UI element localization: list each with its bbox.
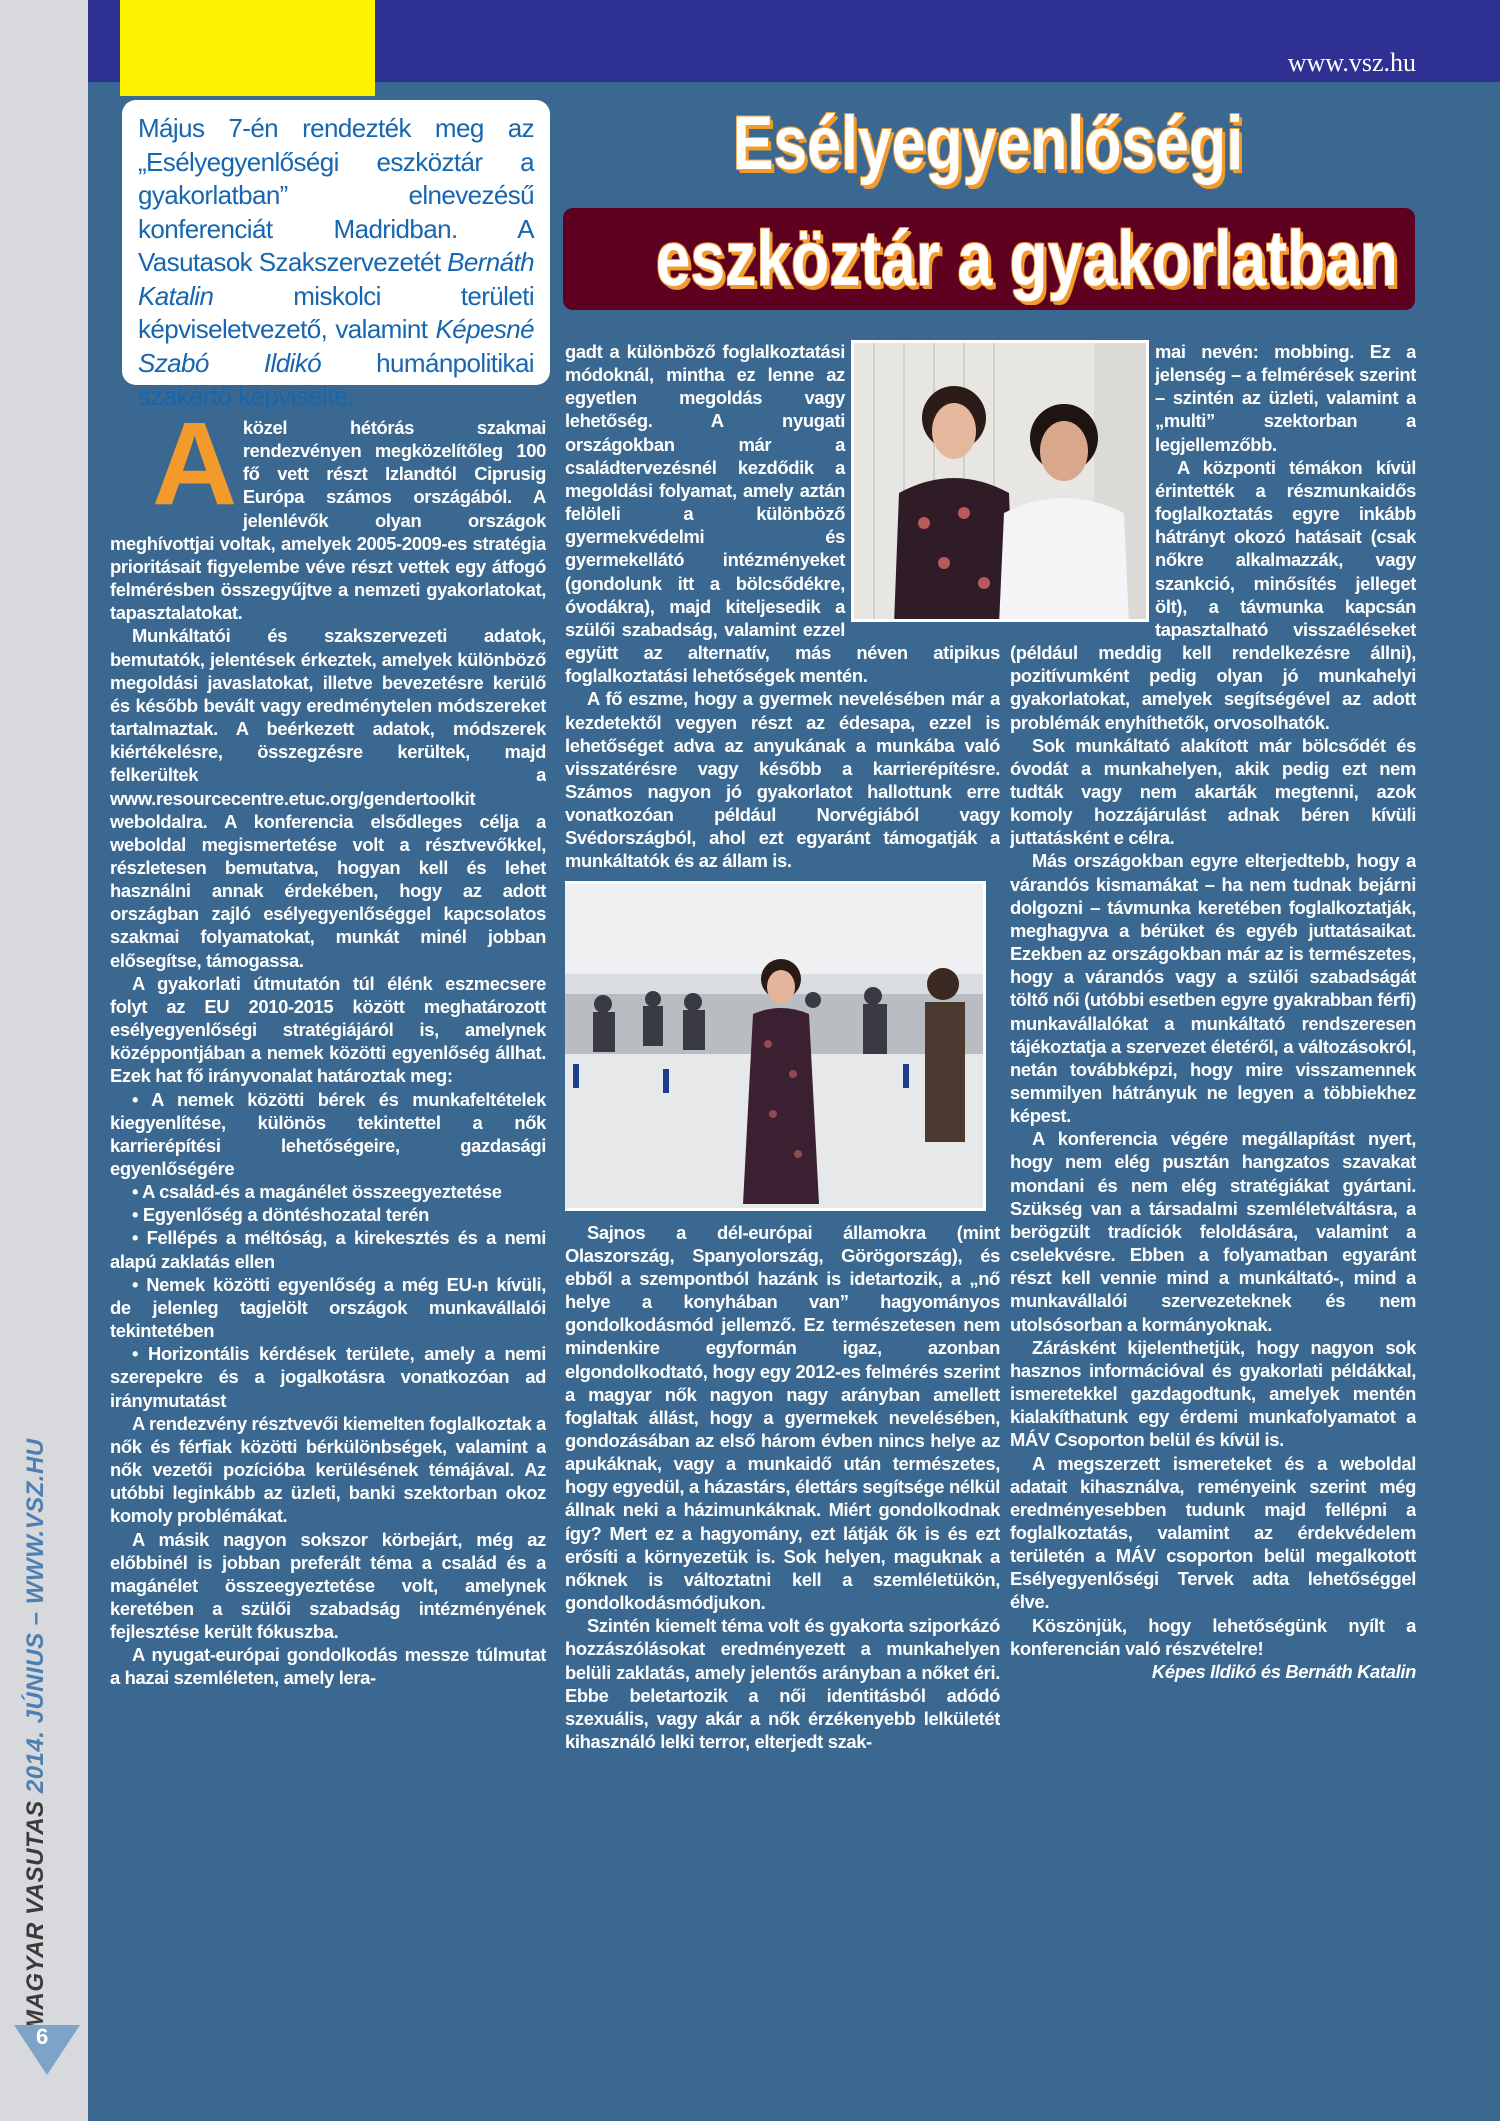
title-line-2 bbox=[563, 208, 1415, 308]
paragraph: Sok munkáltató alakított már bölcsődét és óvodát a munkahelyen, akik pedig ezt nem tudták vagy nem akarták megtenni, azok komoly hozzájárulást adnak béren kívüli juttatásként e célra. bbox=[1010, 734, 1416, 849]
lead-name: Bernáth Katalin bbox=[138, 247, 534, 311]
side-running-title bbox=[22, 1438, 50, 2030]
lead-box bbox=[122, 100, 550, 411]
bullet-item: • Horizontális kérdések területe, amely a nemi szerepekre és a jogalkotásra vonatkozóan ad iránymutatást bbox=[110, 1343, 546, 1411]
paragraph: A gyakorlati útmutatón túl élénk eszmecsere folyt az EU 2010-2015 között meghatározott esélyegyenlőségi stratégiájáról is, amelynek középpontjában a nemek közötti egyenlőség állhat. Ezek hat fő irányvonalat határoztak meg: bbox=[110, 972, 546, 1087]
paragraph: A másik nagyon sokszor körbejárt, még az előbbinél is jobban preferált téma a család és a magánélet összeegyeztetése volt, amelynek keretében a szülői szabadság intézményének fejlesztése került fókuszba. bbox=[110, 1528, 546, 1643]
bullet-item: • Egyenlőség a döntéshozatal terén bbox=[132, 1204, 430, 1226]
issue-info: 2014. JÚNIUS – WWW.VSZ.HU bbox=[22, 1438, 49, 1794]
header-url: www.vsz.hu bbox=[1287, 48, 1416, 77]
paragraph: A központi témákon kívül érintették a részmunkaidős foglalkoztatás egyre inkább hátrányt okozó hatásait (csak nőkre alkalmazzák, vagy szankció, minősítés jelleget ölt), a távmunka kapcsán tapasztalható visszaéléseket (például meddig kell rendelkezésre állni), pozitívumként pedig olyan jó munkahelyi gyakorlatokat, amelyek segítségével az adott problémák enyhíthetők, orvosolhatók. bbox=[1010, 456, 1416, 733]
paragraph: Köszönjük, hogy lehetőségünk nyílt a konferencián való részvételre! bbox=[1010, 1614, 1416, 1659]
column-1 bbox=[110, 416, 546, 2116]
magazine-name: MAGYAR VASUTAS bbox=[22, 1800, 49, 2030]
lead-name: Képesné Szabó Ildikó bbox=[138, 314, 534, 378]
lead-text: miskolci területi képviseletvezető, valamint bbox=[138, 280, 534, 344]
author-signature: Képes Ildikó és Bernáth Katalin bbox=[1151, 1660, 1416, 1682]
lead-text: Május 7-én rendezték meg az „Esélyegyenlőségi eszköztár a gyakorlatban” elnevezésű konferenciát Madridban. A Vasutasok Szakszervezetét bbox=[138, 113, 534, 277]
column-3 bbox=[1010, 340, 1416, 2116]
paragraph: A fő eszme, hogy a gyermek nevelésében már a kezdetektől vegyen részt az édesapa, ezzel is lehetőséget adva az anyukának a munkába való visszatérésre vagy később a karrierépítésre. Számos nagyon jó gyakorlatot hallottunk erre vonatkozóan például Norvégiából vagy Svédországból, ahol ezt egyaránt támogatják a munkáltatók és az állam is. bbox=[565, 688, 1000, 872]
paragraph: Sajnos a dél-európai államokra (mint Olaszország, Spanyolország, Görögország), és ebből a szempontból hazánk is idetartozik, a „nő helye a konyhában van” hagyományos gondolkodásmód jellemző. Ez természetesen nem mindenkire egyformán igaz, azonban elgondolkodtató, hogy egy 2012-es felmérés szerint a magyar nők nagyon nagy arányban amellett foglaltak állást, hogy a gyermekek nevelésében, gondozásában az első három évben nincs helye az apukáknak, vagy a munkaidő után természetes, hogy egyedül, a házastárs, élettárs segítsége nélkül állnak neki a házimunkáknak. Miért gondolkodnak így? Mert ez a hagyomány, ezt látják ők is és ezt erősíti a környezetük is. Sok helyen, maguknak a nőknek is változtatni kell a szemléletükön, gondolkodásmódjukon. bbox=[565, 1221, 1000, 1614]
paragraph: A nyugat-európai gondolkodás messze túlmutat a hazai szemléleten, amely lera- bbox=[110, 1644, 546, 1689]
drop-cap: A bbox=[152, 416, 237, 530]
paragraph: közel hétórás szakmai rendezvényen megközelítőleg 100 fő vett részt Izlandtól Ciprusig Európa számos országából. A jelenlévők olyan országok meghívottjai voltak, amelyek 2005-2009-es stratégia prioritásait figyelembe véve részt vettek egy átfogó felmérésben összegyűjtve a nemzeti gyakorlatokat, tapasztalatokat. bbox=[110, 417, 546, 624]
paragraph: A konferencia végére megállapítást nyert, hogy nem elég pusztán hangzatos szavakat mondani és nem elég stratégiákat gyártani. Szükség van a társadalmi szemléletváltásra, a berögzült tradíciók feloldására, valamint a cselekvésre. Ebben a folyamatban egyaránt részt kell vennie mind a munkáltató-, mind a munkavállalói szervezeteknek és nem utolsósorban a kormányoknak. bbox=[1010, 1128, 1416, 1335]
bullet-item: • Fellépés a méltóság, a kirekesztés és a nemi alapú zaklatás ellen bbox=[110, 1227, 546, 1272]
paragraph: gadt a különböző foglalkoztatási módoknál, mintha ez lenne az egyetlen megoldás vagy lehetőség. A nyugati országokban már a családtervezésnél kezdődik a megoldási folyamat, amely aztán felöleli a különböző gyermekvédelmi és gyermekellátó intézményeket (gondolunk itt a bölcsődékre, óvodákra), majd kiteljesedik a szülői szabadság, valamint ezzel együtt az alternatív, más néven atipikus foglalkoztatási lehetőségek mentén. bbox=[565, 341, 1000, 687]
title-text: Esélyegyenlőségi bbox=[732, 101, 1243, 186]
paragraph: Munkáltatói és szakszervezeti adatok, bemutatók, jelentések érkeztek, amelyek különböző megoldási javaslatokat, illetve bevezetésre kerülő és később bevált vagy eredménytelen módszereket tartalmaztak. A beérkezett adatok, módszerek kiértékelésre, összegzésre kerültek, majd felkerültek a www.resourcecentre.etuc.org/gendertoolkit weboldalra. A konferencia elsődleges célja a weboldal megismertetése volt a résztvevőkkel, részletesen bemutatva, hogyan kell és lehet használni annak érdekében, hogy az adott országban zajló esélyegyenlőséggel kapcsolatos szakmai folyamatokat, munkát minél jobban elősegítse, támogassa. bbox=[110, 625, 546, 971]
paragraph: Szintén kiemelt téma volt és gyakorta sziporkázó hozzászólásokat eredményezett a munkahelyen belüli zaklatás, amely jelentős arányban a nőket éri. Ebbe beletartozik a női identitásból adódó szexuális, vagy akár a nők érzékenyebb lelkületét kihasználó lelki terror, elterjedt szak- bbox=[565, 1615, 1000, 1753]
paragraph: A rendezvény résztvevői kiemelten foglalkoztak a nők és férfiak közötti bérkülönbségek, valamint a nők vezetői pozícióba kerülésének témájával. Az utóbbi leginkább az üzleti, banki szektorban okoz komoly problémákat. bbox=[110, 1412, 546, 1527]
yellow-accent-block bbox=[120, 0, 375, 96]
title-line-1 bbox=[560, 100, 1415, 187]
title-text: eszköztár a gyakorlatban bbox=[655, 214, 1398, 302]
paragraph: A megszerzett ismereteket és a weboldal adatait kihasználva, reményeink szerint még eredményesebben tudunk majd fellépni a foglalkoztatás, valamint az érdekvédelem területén a MÁV csoporton belül megalkotott Esélyegyenlőségi Tervek adta lehetőséggel élve. bbox=[1010, 1452, 1416, 1613]
conference-room-photo bbox=[565, 881, 986, 1211]
bullet-item: • A család-és a magánélet összeegyeztetése bbox=[132, 1181, 502, 1203]
bullet-item: • Nemek közötti egyenlőség a még EU-n kívüli, de jelenleg tagjelölt országok munkavállalói tekintetében bbox=[110, 1273, 546, 1342]
page-number: 6 bbox=[36, 2024, 49, 2049]
paragraph: mai nevén: mobbing. Ez a jelenség – a felmérések szerint – szintén az üzleti, valamint a „multi” szektorban a legjellemzőbb. bbox=[1155, 341, 1416, 455]
paragraph: Más országokban egyre elterjedtebb, hogy a várandós kismamákat – ha nem tudnak bejárni dolgozni – távmunka keretében foglalkoztatják, meghagyva a bérüket és egyéb juttatásaikat. Ezekben az országokban már az is természetes, hogy a várandós vagy a szülői szabadságát töltő női (utóbbi esetben egyre gyakrabban férfi) munkavállalókat a munkáltató rendszeresen tájékoztatja a szervezet életéről, a változásokról, netán továbbképzi, hogy mire visszamennek semmilyen hátrányuk ne legyen a többiekhez képest. bbox=[1010, 850, 1416, 1127]
lead-text: humánpolitikai szakértő képviselte. bbox=[138, 347, 534, 411]
bullet-item: • A nemek közötti bérek és munkafeltételek kiegyenlítése, különös tekintettel a nők karrierépítési lehetőségeire, gazdasági egyenlőségére bbox=[110, 1088, 546, 1179]
paragraph: Zárásként kijelenthetjük, hogy nagyon sok hasznos információval és gyakorlati példákkal, ismeretekkel gazdagodtunk, amelyek mentén kialakíthatunk egy érdemi munkafolyamatot a MÁV Csoporton belül és kívül is. bbox=[1010, 1336, 1416, 1451]
